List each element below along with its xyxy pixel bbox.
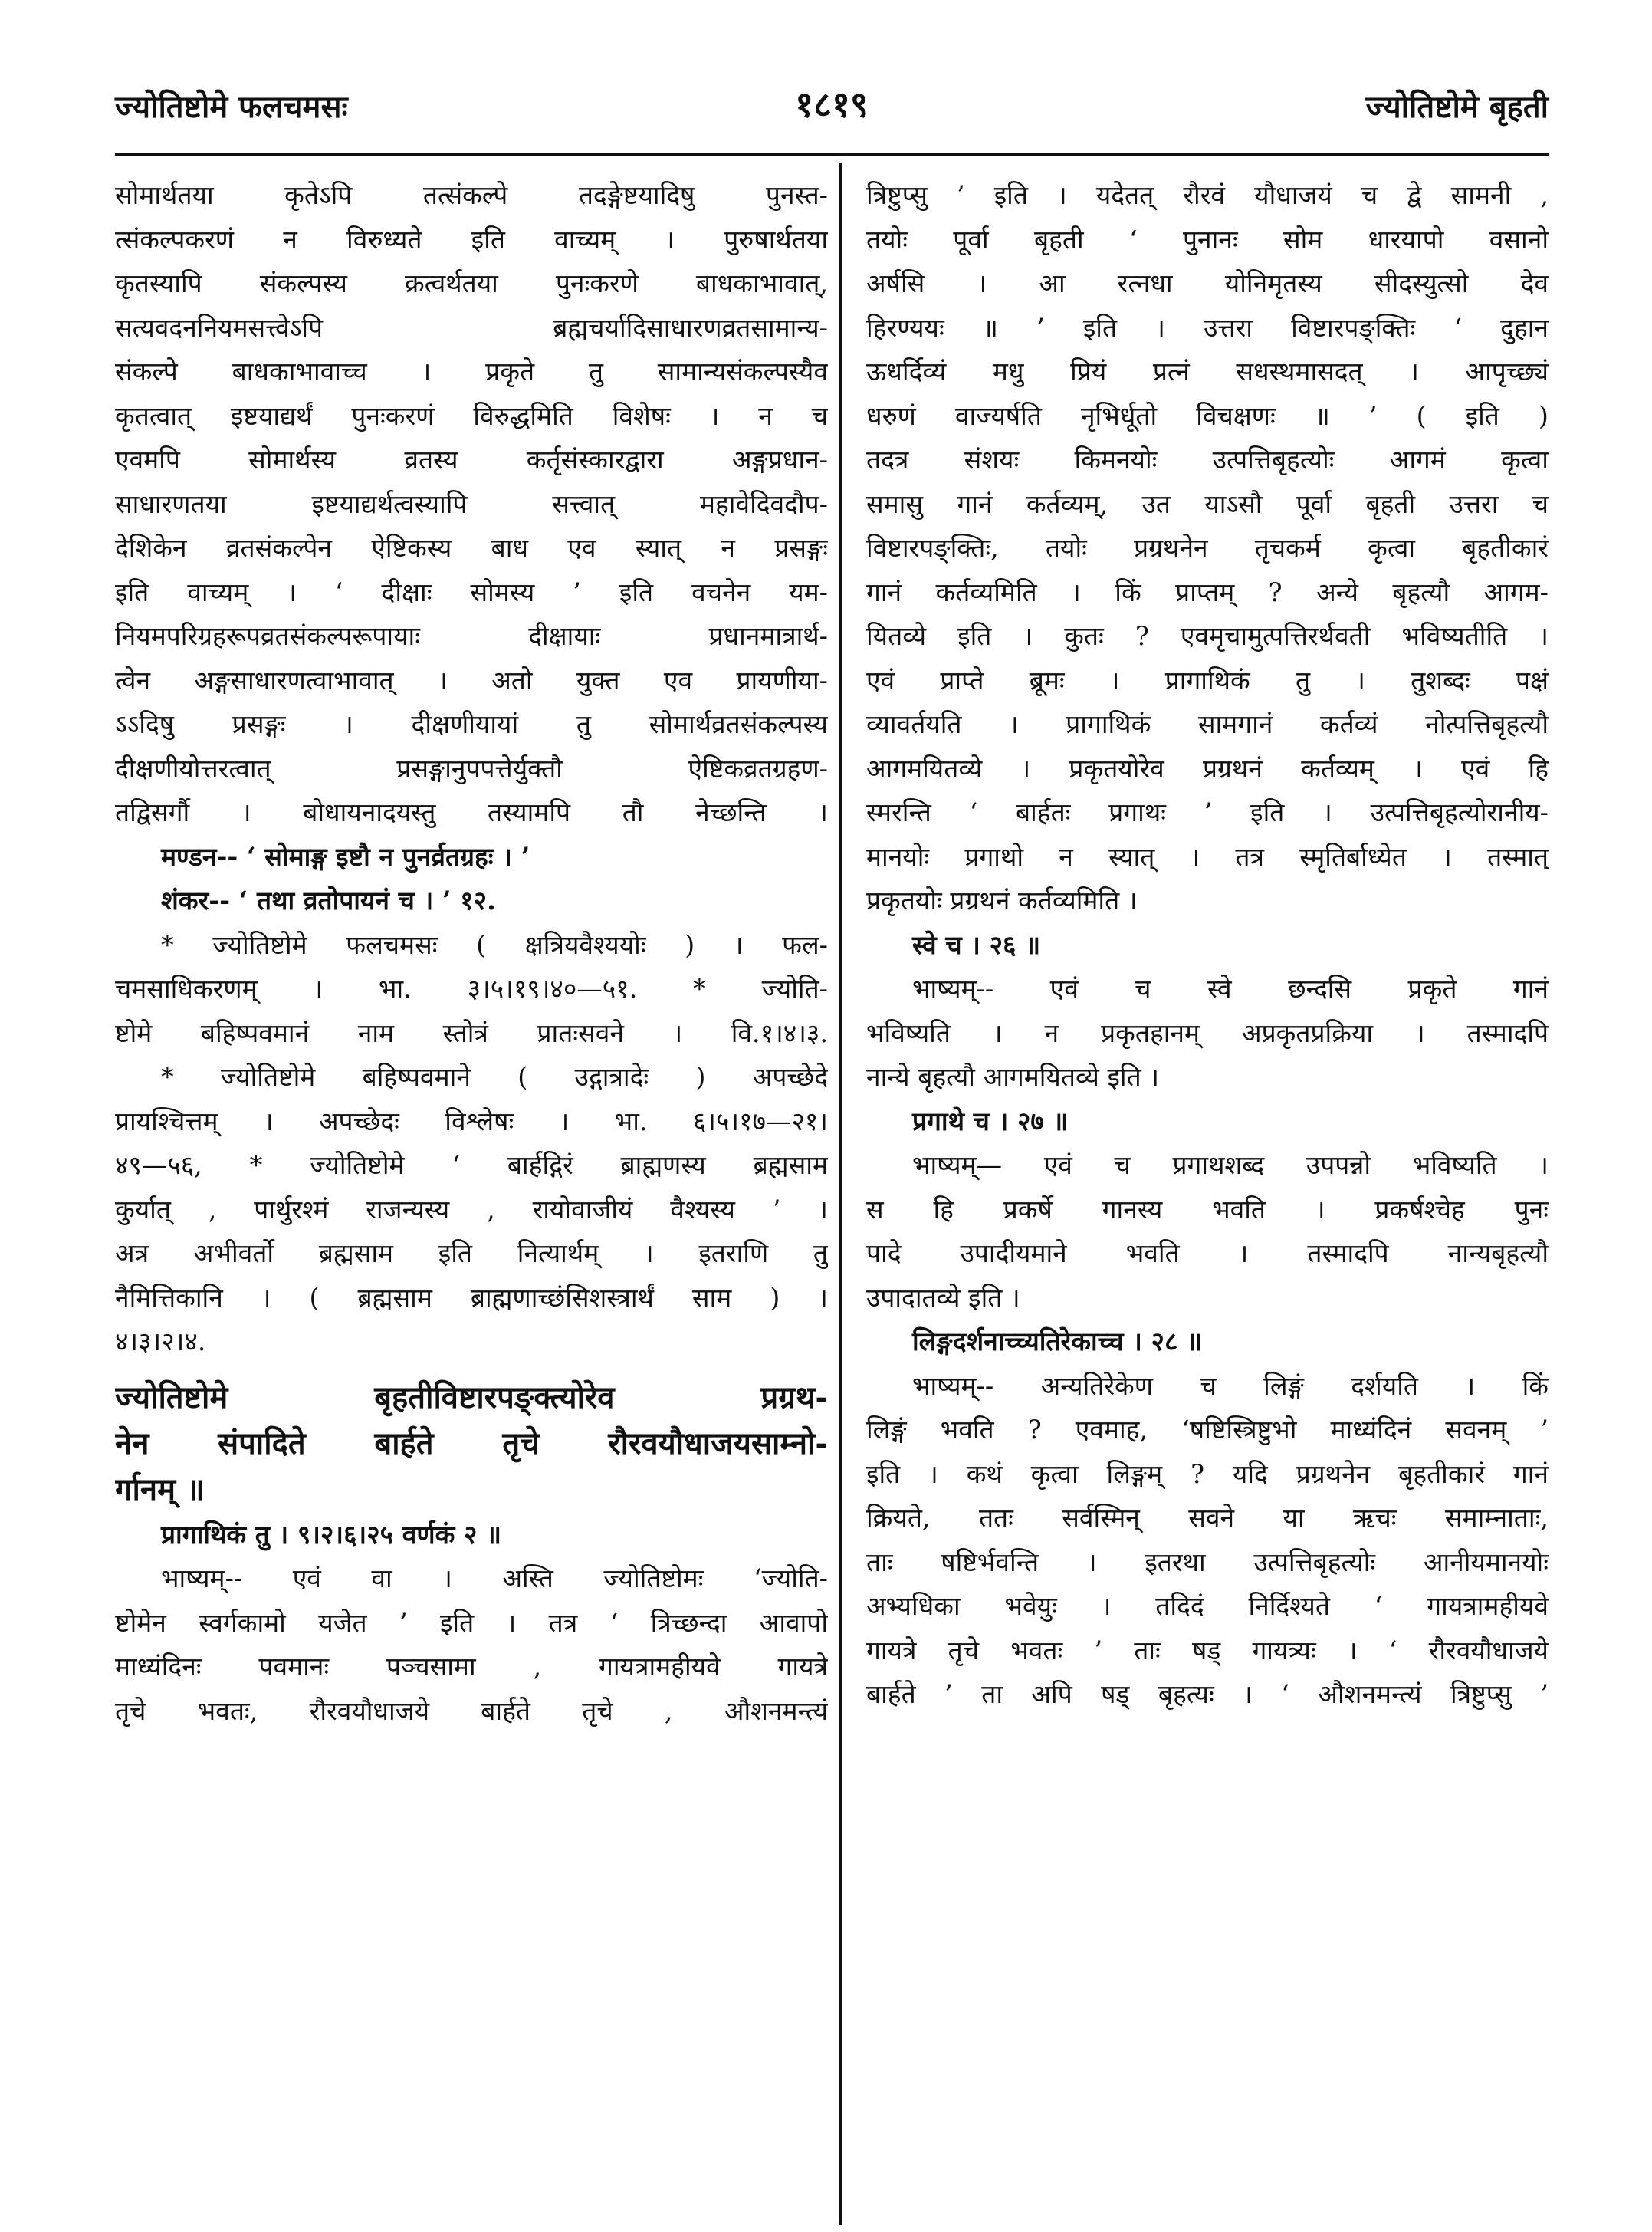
text-line: सोमार्थतया कृतेऽपि तत्संकल्पे तदङ्गेष्टयादिषु पुनस्त- bbox=[115, 180, 828, 210]
text-line: लिङ्गं भवति ? एवमाह, ‘षष्टिस्त्रिष्टुभो माध्यंदिनं सवनम् ’ bbox=[866, 1415, 1549, 1445]
text-line: आगमयितव्ये । प्रकृतयोरेव प्रग्रथनं कर्तव्यम् । एवं हि bbox=[866, 753, 1549, 784]
text-line: तदत्र संशयः किमनयोः उत्पत्तिबृहत्योः आगमं कृत्वा bbox=[866, 445, 1549, 475]
text-line: प्रायश्चित्तम् । अपच्छेदः विश्लेषः । भा. ६।५।१७—२१। bbox=[115, 1106, 828, 1136]
text-line: भाष्यम्-- अन्यतिरेकेण च लिङ्गं दर्शयति । किं bbox=[912, 1370, 1549, 1401]
text-line: इति । कथं कृत्वा लिङ्गम् ? यदि प्रग्रथनेन बृहतीकारं गानं bbox=[866, 1458, 1549, 1489]
text-line: ४९—५६, * ज्योतिष्टोमे ‘ बार्हद्गिरं ब्राह्मणस्य ब्रह्मसाम bbox=[115, 1150, 828, 1180]
text-line: माध्यंदिनः पवमानः पञ्चसामा , गायत्रामहीयवे गायत्रे bbox=[115, 1652, 828, 1681]
text-line: अभ्यधिका भवेयुः । तदिदं निर्दिश्यते ‘ गायत्रामहीयवे bbox=[866, 1591, 1549, 1621]
text-line: बार्हते ’ ता अपि षड् बृहत्यः । ‘ औशनमन्त्यं त्रिष्टुप्सु ’ bbox=[866, 1679, 1549, 1709]
text-line: धरुणं वाज्यर्षति नृभिर्धूतो विचक्षणः ॥ ’ ( इति ) bbox=[866, 400, 1549, 431]
page-header bbox=[115, 74, 1549, 143]
text-line: उपादातव्ये इति । bbox=[866, 1282, 1020, 1313]
text-line: भाष्यम्— एवं च प्रगाथशब्द उपपन्नो भविष्यति । bbox=[912, 1150, 1549, 1180]
text-line: तद्विसर्गौ । बोधायनादयस्तु तस्यामपि तौ नेच्छन्ति । bbox=[115, 797, 828, 827]
right-column bbox=[866, 173, 1549, 1717]
sutra-heading: लिङ्गदर्शनाच्च्यतिरेकाच्च । २८ ॥ bbox=[912, 1326, 1203, 1356]
text-line: एवं प्राप्ते ब्रूमः । प्रागाथिकं तु । तुशब्दः पक्षं bbox=[866, 665, 1549, 695]
sutra-heading: स्वे च । २६ ॥ bbox=[912, 929, 1041, 960]
sutra-heading: प्रागाथिकं तु । ९।२।६।२५ वर्णकं २ ॥ bbox=[161, 1519, 502, 1550]
text-line: मानयोः प्रगाथो न स्यात् । तत्र स्मृतिर्बाध्येत । तस्मात् bbox=[866, 841, 1549, 872]
text-line: कुर्यात् , पार्थुरश्मं राजन्यस्य , रायोवाजीयं वैश्यस्य ’ । bbox=[115, 1194, 828, 1224]
citation-shankara: शंकर-- ‘ तथा व्रतोपायनं च । ’ १२. bbox=[161, 886, 496, 915]
text-line: * ज्योतिष्टोमे बहिष्पवमाने ( उद्गात्रादेः ) अपच्छेदे bbox=[161, 1062, 828, 1092]
text-line: पादे उपादीयमाने भवति । तस्मादपि नान्यबृहत्यौ bbox=[866, 1238, 1549, 1268]
text-line: भाष्यम्-- एवं वा । अस्ति ज्योतिष्टोमः ‘ज्योति- bbox=[161, 1563, 828, 1593]
text-line: चमसाधिकरणम् । भा. ३।५।१९।४०—५१. * ज्योति- bbox=[115, 974, 828, 1004]
text-line: हिरण्ययः ॥ ’ इति । उत्तरा विष्टारपङ्क्तिः ‘ दुहान bbox=[866, 312, 1549, 343]
text-line: अत्र अभीवर्तो ब्रह्मसाम इति नित्यार्थम् । इतराणि तु bbox=[115, 1238, 828, 1268]
text-line: संकल्पे बाधकाभावाच्च । प्रकृते तु सामान्यसंकल्पस्यैव bbox=[115, 357, 828, 386]
page-number: १८१९ bbox=[795, 84, 869, 125]
running-head-right: ज्योतिष्टोमे बृहती bbox=[1365, 90, 1549, 125]
text-line: ष्टोमे बहिष्पवमानं नाम स्तोत्रं प्रातःसवने । वि.१।४।३. bbox=[115, 1017, 828, 1048]
header-rule bbox=[115, 153, 1549, 156]
text-line: भविष्यति । न प्रकृतहानम् अप्रकृतप्रक्रिया । तस्मादपि bbox=[866, 1017, 1549, 1048]
left-column bbox=[115, 173, 828, 1733]
text-line: ताः षष्टिर्भवन्ति । इतरथा उत्पत्तिबृहत्योः आनीयमानयोः bbox=[866, 1547, 1549, 1577]
text-line: * ज्योतिष्टोमे फलचमसः ( क्षत्रियवैश्ययोः ) । फल- bbox=[161, 929, 828, 960]
text-line: यितव्ये इति । कुतः ? एवमृचामुत्पत्तिरर्थवती भविष्यतीति । bbox=[866, 621, 1549, 651]
text-line: स हि प्रकर्षे गानस्य भवति । प्रकर्षश्चेह पुनः bbox=[866, 1194, 1549, 1224]
text-line: क्रियते, ततः सर्वस्मिन् सवने या ऋचः समाम्नाताः, bbox=[866, 1503, 1549, 1533]
section-heading: नेन संपादिते बार्हते तृचे रौरवयौधाजयसाम्नो- bbox=[115, 1425, 828, 1461]
text-line: त्रिष्टुप्सु ’ इति । यदेतत् रौरवं यौधाजयं च द्वे सामनी , bbox=[866, 180, 1549, 210]
citation-mandana: मण्डन-- ‘ सोमाङ्ग इष्टौ न पुनर्व्रतग्रहः । ’ bbox=[161, 841, 530, 872]
text-line: ४।३।२।४. bbox=[115, 1326, 206, 1356]
text-line: एवमपि सोमार्थस्य व्रतस्य कर्तृसंस्कारद्वारा अङ्गप्रधान- bbox=[115, 445, 828, 475]
text-line: गानं कर्तव्यमिति । किं प्राप्तम् ? अन्ये बृहत्यौ आगम- bbox=[866, 577, 1549, 607]
text-line: समासु गानं कर्तव्यम्, उत याऽसौ पूर्वा बृहती उत्तरा च bbox=[866, 488, 1549, 519]
text-line: नियमपरिग्रहरूपव्रतसंकल्परूपायाः दीक्षायाः प्रधानमात्रार्थ- bbox=[115, 621, 828, 651]
text-line: नैमित्तिकानि । ( ब्रह्मसाम ब्राह्मणाच्छंसिशस्त्रार्थं साम ) । bbox=[115, 1282, 828, 1313]
text-line: त्संकल्पकरणं न विरुध्यते इति वाच्यम् । पुरुषार्थतया bbox=[115, 224, 828, 255]
text-line: कृतस्यापि संकल्पस्य क्रत्वर्थतया पुनःकरणे बाधकाभावात्, bbox=[115, 268, 828, 298]
text-line: नान्ये बृहत्यौ आगमयितव्ये इति । bbox=[866, 1062, 1160, 1092]
text-line: ष्टोमेन स्वर्गकामो यजेत ’ इति । तत्र ‘ त्रिच्छन्दा आवापो bbox=[115, 1607, 828, 1638]
sutra-heading: प्रगाथे च । २७ ॥ bbox=[912, 1106, 1069, 1136]
text-line: स्मरन्ति ‘ बार्हतः प्रगाथः ’ इति । उत्पत्तिबृहत्योरानीय- bbox=[866, 797, 1549, 827]
text-line: गायत्रे तृचे भवतः ’ ताः षड् गायत्र्यः । ‘ रौरवयौधाजये bbox=[866, 1635, 1549, 1665]
text-line: कृतत्वात् इष्टयाद्यर्थं पुनःकरणं विरुद्धमिति विशेषः । न च bbox=[115, 400, 828, 431]
section-heading: र्गानम् ॥ bbox=[115, 1471, 205, 1507]
text-line: सत्यवदननियमसत्त्वेऽपि ब्रह्मचर्यादिसाधारणव्रतसामान्य- bbox=[115, 312, 828, 343]
text-line: तयोः पूर्वा बृहती ‘ पुनानः सोम धारयापो वसानो bbox=[866, 224, 1549, 255]
text-line: ऽऽदिषु प्रसङ्गः । दीक्षणीयायां तु सोमार्थव्रतसंकल्पस्य bbox=[115, 709, 828, 739]
column-divider bbox=[839, 163, 842, 2225]
text-line: त्वेन अङ्गसाधारणत्वाभावात् । अतो युक्त एव प्रायणीया- bbox=[115, 665, 828, 695]
text-line: देशिकेन व्रतसंकल्पेन ऐष्टिकस्य बाध एव स्यात् न प्रसङ्गः bbox=[115, 533, 828, 563]
text-line: व्यावर्तयति । प्रागाथिकं सामगानं कर्तव्यं नोत्पत्तिबृहत्यौ bbox=[866, 709, 1549, 739]
text-line: साधारणतया इष्टयाद्यर्थत्वस्यापि सत्त्वात् महावेदिवदौप- bbox=[115, 488, 828, 519]
text-line: दीक्षणीयोत्तरत्वात् प्रसङ्गानुपपत्तेर्युक्तौ ऐष्टिकव्रतग्रहण- bbox=[115, 753, 828, 784]
text-line: भाष्यम्-- एवं च स्वे छन्दसि प्रकृते गानं bbox=[912, 974, 1549, 1004]
text-line: अर्षसि । आ रत्नधा योनिमृतस्य सीदस्युत्सो देव bbox=[866, 268, 1549, 298]
text-line: इति वाच्यम् । ‘ दीक्षाः सोमस्य ’ इति वचनेन यम- bbox=[115, 577, 828, 607]
text-line: विष्टारपङ्क्तिः, तयोः प्रग्रथनेन तृचकर्म कृत्वा बृहतीकारं bbox=[866, 533, 1549, 563]
text-line: ऊधर्दिव्यं मधु प्रियं प्रत्नं सधस्थमासदत् । आपृच्छ्यं bbox=[866, 357, 1549, 386]
running-head-left: ज्योतिष्टोमे फलचमसः bbox=[115, 90, 348, 125]
text-line: प्रकृतयोः प्रग्रथनं कर्तव्यमिति । bbox=[866, 886, 1138, 915]
text-line: तृचे भवतः, रौरवयौधाजये बार्हते तृचे , औशनमन्त्यं bbox=[115, 1695, 828, 1726]
section-heading: ज्योतिष्टोमे बृहतीविष्टारपङ्क्त्योरेव प्रग्रथ- bbox=[115, 1379, 828, 1415]
